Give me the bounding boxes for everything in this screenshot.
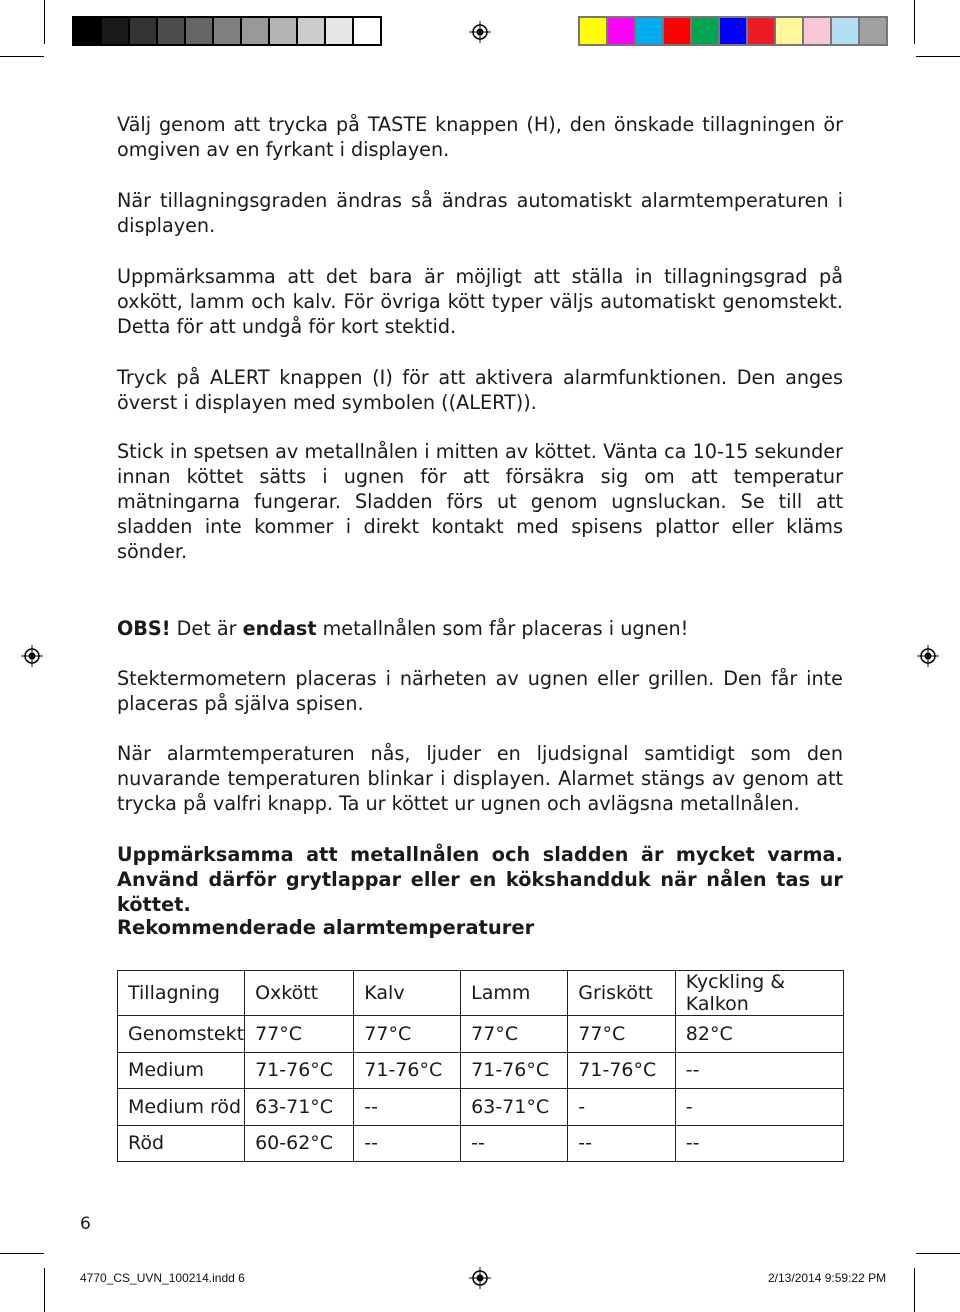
table-header-cell: Lamm: [461, 971, 568, 1016]
crop-mark: [916, 56, 960, 57]
table-cell: 71-76°C: [354, 1052, 461, 1089]
table-cell: 77°C: [568, 1016, 675, 1053]
color-swatch: [580, 18, 606, 44]
footer-date: 2/13/2014 9:59:22 PM: [768, 1271, 887, 1285]
color-swatch: [270, 18, 296, 44]
table-cell: --: [354, 1125, 461, 1162]
table-cell: Röd: [118, 1125, 245, 1162]
table-cell: -: [568, 1089, 675, 1126]
paragraph: Stektermometern placeras i närheten av ugnen eller grillen. Den får inte placeras på själva spisen.: [117, 667, 843, 715]
table-row: [118, 1125, 844, 1162]
table-cell: --: [354, 1089, 461, 1126]
process-color-bar: [578, 16, 888, 46]
color-swatch: [776, 18, 802, 44]
footer-file: 4770_CS_UVN_100214.indd 6: [80, 1271, 245, 1285]
table-cell: Medium: [118, 1052, 245, 1089]
table-cell: --: [675, 1052, 843, 1089]
color-swatch: [130, 18, 156, 44]
grayscale-color-bar: [72, 16, 382, 46]
table-cell: Medium röd: [118, 1089, 245, 1126]
crop-mark: [44, 0, 45, 44]
color-swatch: [102, 18, 128, 44]
crop-mark: [44, 1268, 45, 1312]
color-swatch: [664, 18, 690, 44]
table-cell: 60-62°C: [245, 1125, 354, 1162]
crop-mark: [914, 1268, 915, 1312]
table-cell: --: [675, 1125, 843, 1162]
obs-note: [117, 616, 843, 641]
table-header-row: [118, 971, 844, 1016]
table-header-cell: Kyckling & Kalkon: [675, 971, 843, 1016]
table-header-cell: Griskött: [568, 971, 675, 1016]
table-cell: --: [461, 1125, 568, 1162]
registration-mark-icon: [21, 645, 43, 667]
obs-text: metallnålen som får placeras i ugnen!: [316, 617, 689, 640]
table-row: [118, 1016, 844, 1053]
color-swatch: [214, 18, 240, 44]
page-number: 6: [80, 1214, 91, 1234]
color-swatch: [804, 18, 830, 44]
paragraph: Välj genom att trycka på TASTE knappen (H), den önskade tillagningen ör omgiven av en fyrkant i displayen.: [117, 113, 843, 161]
color-swatch: [242, 18, 268, 44]
table-cell: --: [568, 1125, 675, 1162]
registration-mark-icon: [469, 1267, 491, 1289]
table-row: [118, 1089, 844, 1126]
color-swatch: [692, 18, 718, 44]
table-header-cell: Oxkött: [245, 971, 354, 1016]
obs-emphasis: endast: [242, 617, 317, 640]
table-cell: 71-76°C: [245, 1052, 354, 1089]
obs-label: OBS!: [117, 617, 171, 640]
body-text: [117, 112, 843, 917]
color-swatch: [720, 18, 746, 44]
paragraph: När tillagningsgraden ändras så ändras automatiskt alarmtemperaturen i displayen.: [117, 189, 843, 237]
obs-text: Det är: [170, 617, 243, 640]
table-cell: 63-71°C: [245, 1089, 354, 1126]
table-row: [118, 1052, 844, 1089]
color-swatch: [636, 18, 662, 44]
warning-paragraph: Uppmärksamma att metallnålen och sladden är mycket varma. Använd därför grytlappar eller en kökshandduk när nålen tas ur köttet.: [117, 843, 843, 916]
table-header-cell: Kalv: [354, 971, 461, 1016]
table-cell: 71-76°C: [568, 1052, 675, 1089]
paragraph: Uppmärksamma att det bara är möjligt att ställa in tillagningsgrad på oxkött, lamm och kalv. För övriga kött typer väljs automatiskt genomstekt. Detta för att undgå för kort stektid.: [117, 265, 843, 338]
color-swatch: [748, 18, 774, 44]
color-swatch: [298, 18, 324, 44]
table-title: Rekommenderade alarmtemperaturer: [117, 916, 535, 939]
color-swatch: [354, 18, 380, 44]
table-header-cell: Tillagning: [118, 971, 245, 1016]
paragraph: Tryck på ALERT knappen (I) för att aktivera alarmfunktionen. Den anges överst i displayen med symbolen ((ALERT)).: [117, 366, 843, 414]
paragraph: Stick in spetsen av metallnålen i mitten av köttet. Vänta ca 10-15 sekunder innan köttet sätts i ugnen för att försäkra sig om att temperatur mätningarna fungerar. Sladden förs ut genom ugnsluckan. Se till att sladden inte kommer i direkt kontakt med spisens plattor eller kläms sönder.: [117, 440, 843, 563]
table-cell: Genomstekt: [118, 1016, 245, 1053]
crop-mark: [914, 0, 915, 44]
table-cell: 71-76°C: [461, 1052, 568, 1089]
table-cell: 77°C: [461, 1016, 568, 1053]
color-swatch: [832, 18, 858, 44]
color-swatch: [860, 18, 886, 44]
alarm-temperature-table: [117, 970, 844, 1162]
table-cell: 77°C: [354, 1016, 461, 1053]
crop-mark: [0, 56, 44, 57]
color-swatch: [74, 18, 100, 44]
table-cell: -: [675, 1089, 843, 1126]
registration-mark-icon: [917, 645, 939, 667]
color-swatch: [186, 18, 212, 44]
registration-mark-icon: [469, 21, 491, 43]
crop-mark: [916, 1253, 960, 1254]
color-swatch: [158, 18, 184, 44]
table-cell: 82°C: [675, 1016, 843, 1053]
table-cell: 77°C: [245, 1016, 354, 1053]
crop-mark: [0, 1253, 44, 1254]
color-swatch: [326, 18, 352, 44]
table-cell: 63-71°C: [461, 1089, 568, 1126]
paragraph: När alarmtemperaturen nås, ljuder en ljudsignal samtidigt som den nuvarande temperaturen blinkar i displayen. Alarmet stängs av genom att trycka på valfri knapp. Ta ur köttet ur ugnen och avlägsna metallnålen.: [117, 742, 843, 815]
color-swatch: [608, 18, 634, 44]
